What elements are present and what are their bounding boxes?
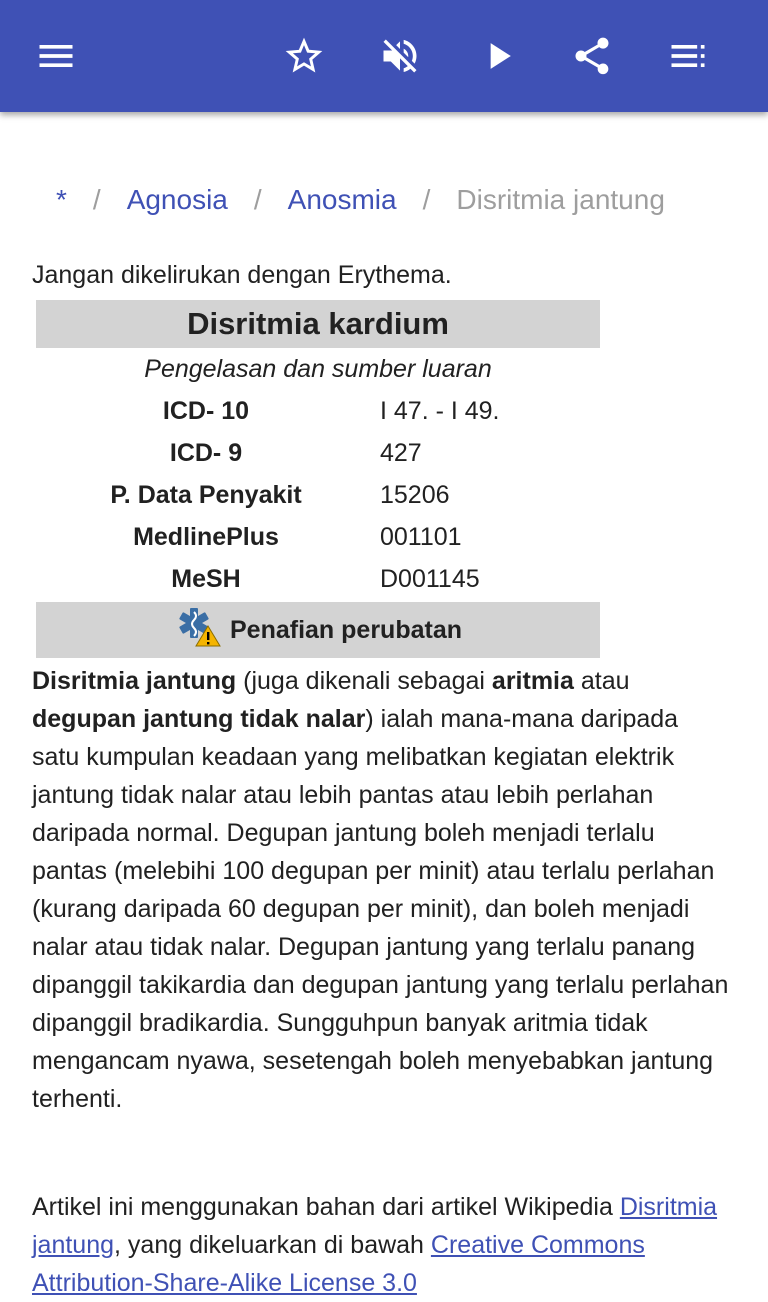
infobox-row [36, 558, 600, 600]
app-bar [0, 0, 768, 112]
infobox-value[interactable]: 001101 [380, 522, 462, 551]
bookmark-button[interactable] [276, 28, 332, 84]
infobox-value[interactable]: I 47. - I 49. [380, 396, 500, 425]
breadcrumb-separator: / [92, 184, 101, 215]
breadcrumb-separator: / [422, 184, 431, 215]
text-segment: atau [573, 667, 630, 695]
bold-term: Disritmia jantung [32, 667, 237, 695]
breadcrumb-item-anosmia[interactable]: Anosmia [287, 184, 397, 215]
breadcrumb-item-root[interactable]: * [56, 184, 67, 215]
breadcrumb-current: Disritmia jantung [456, 184, 665, 215]
star-icon [282, 34, 326, 78]
infobox-label: MeSH [171, 564, 241, 593]
breadcrumb-item-agnosia[interactable]: Agnosia [126, 184, 228, 215]
breadcrumb-separator: / [253, 184, 262, 215]
attribution-prefix: Artikel ini menggunakan bahan dari artikel Wikipedia [32, 1193, 620, 1221]
text-segment: ) ialah mana-mana daripada satu kumpulan keadaan yang melibatkan kegiatan elektrik jantung tidak nalar atau lebih pantas atau lebih perlahan daripada normal. Degupan jantung boleh menjadi terlalu pantas (melebihi 100 degupan per minit) atau terlalu perlahan (kurang daripada 60 degupan per minit), dan boleh menjadi nalar atau tidak nalar. Degupan jantung yang terlalu panang dipanggil takikardia dan degupan jantung yang terlalu perlahan dipanggil bradikardia. Sungguhpun banyak aritmia tidak mengancam nyawa, sesetengah boleh menyebabkan jantung terhenti. [32, 705, 729, 1113]
attribution-middle: , yang dikeluarkan di bawah [114, 1231, 431, 1259]
license-link[interactable]: Creative Commons Attribution-Share-Alike License 3.0 [32, 1231, 645, 1297]
disclaimer-label: Penafian perubatan [230, 615, 462, 644]
medical-disclaimer-link[interactable] [36, 602, 600, 658]
menu-icon [34, 34, 78, 78]
menu-button[interactable] [28, 28, 84, 84]
infobox-row [36, 390, 600, 432]
share-icon [570, 34, 614, 78]
infobox-row [36, 474, 600, 516]
infobox-value[interactable]: D001145 [380, 564, 480, 593]
infobox-row [36, 432, 600, 474]
infobox-title: Disritmia kardium [36, 300, 600, 348]
bold-term: aritmia [491, 667, 574, 695]
mute-button[interactable] [372, 28, 428, 84]
volume-off-icon [378, 34, 422, 78]
medical-warning-icon [174, 604, 222, 648]
attribution [32, 1188, 732, 1302]
infobox-label: MedlinePlus [133, 522, 279, 551]
infobox-subtitle: Pengelasan dan sumber luaran [144, 354, 492, 383]
breadcrumb [56, 180, 665, 220]
infobox-row [36, 516, 600, 558]
infobox-label: P. Data Penyakit [110, 480, 302, 509]
more-options-button[interactable] [660, 28, 716, 84]
wikipedia-article-link[interactable]: Disritmia jantung [32, 1193, 718, 1259]
infobox-label: ICD- 10 [162, 396, 250, 425]
infobox-label: ICD- 9 [169, 438, 243, 467]
text-segment: (juga dikenali sebagai [236, 667, 492, 695]
share-button[interactable] [564, 28, 620, 84]
playlist-icon [666, 34, 710, 78]
article-paragraph [32, 662, 732, 1118]
infobox-value[interactable]: 427 [380, 438, 422, 467]
bold-term: degupan jantung tidak nalar [32, 705, 366, 733]
infobox [36, 300, 600, 658]
play-icon [476, 34, 520, 78]
play-button[interactable] [470, 28, 526, 84]
hatnote: Jangan dikelirukan dengan Erythema. [32, 261, 452, 289]
infobox-value[interactable]: 15206 [380, 480, 450, 509]
